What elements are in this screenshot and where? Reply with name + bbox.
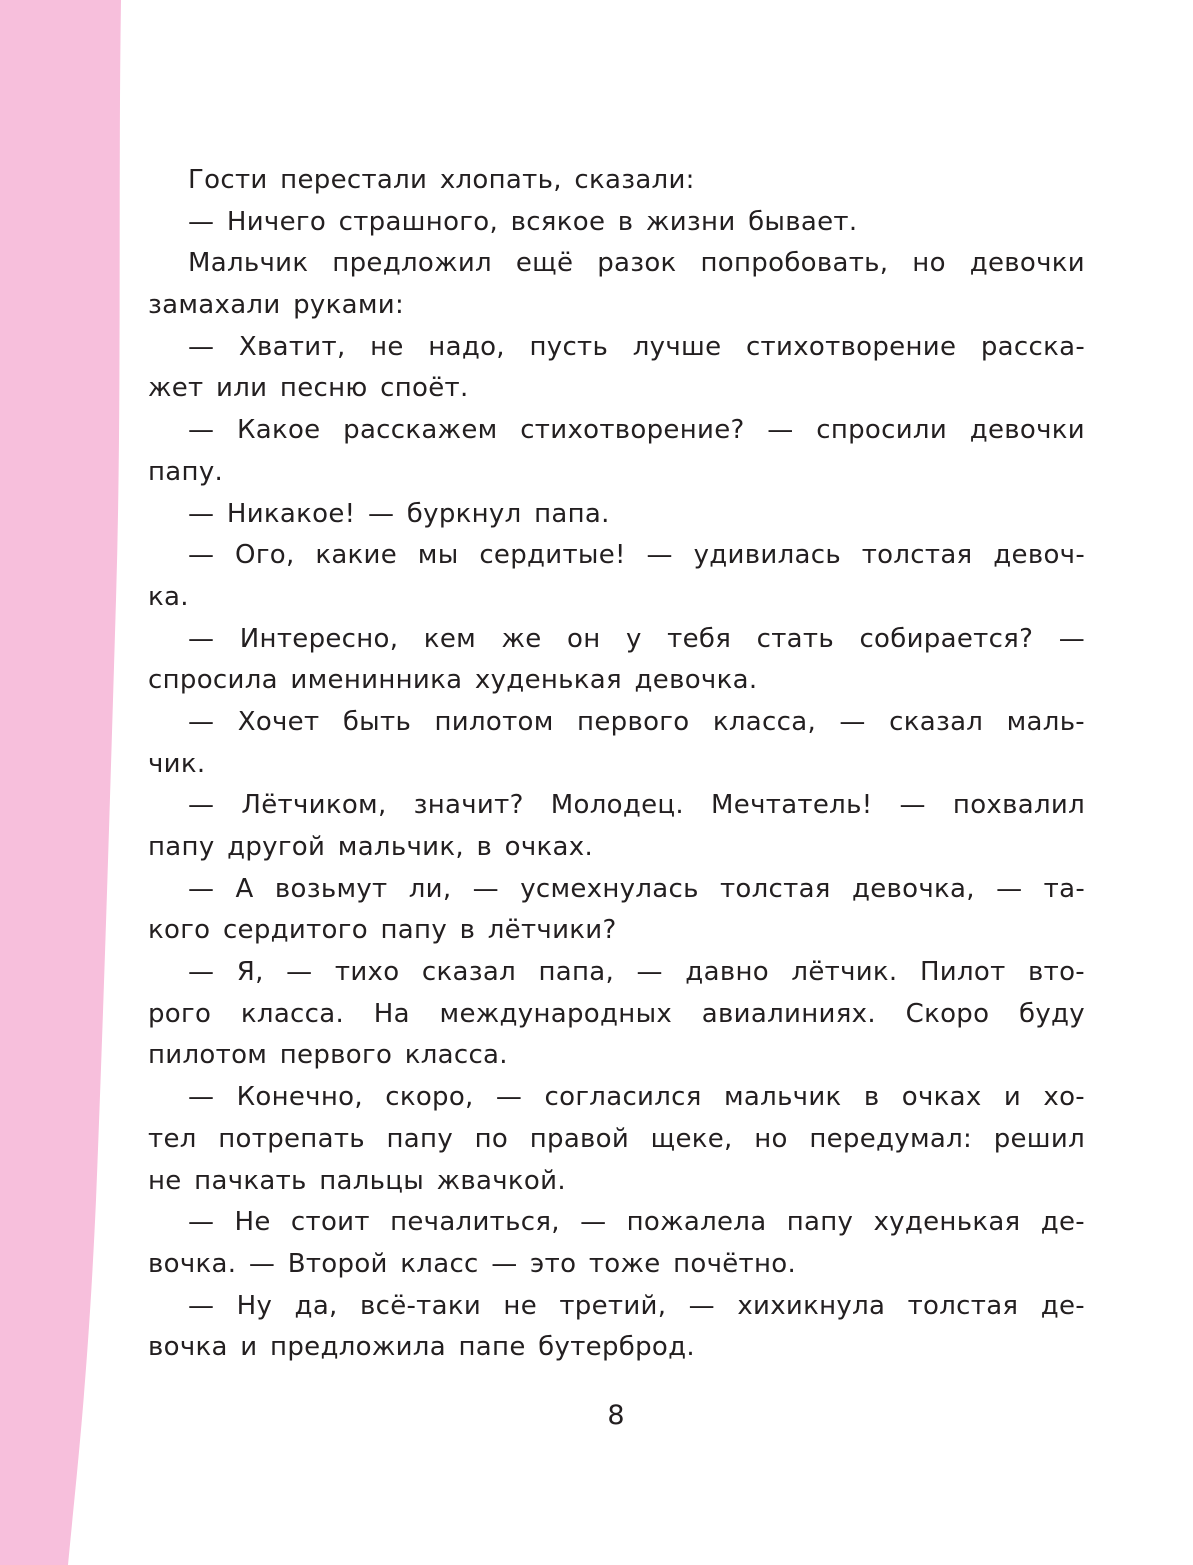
text-line: Мальчик предложил ещё разок попробовать, но девочки	[188, 248, 1085, 279]
text-line: кого сердитого папу в лётчики?	[148, 915, 617, 946]
text-line: спросила именинника худенькая девочка.	[148, 665, 758, 696]
text-line: — Хватит, не надо, пусть лучше стихотворение расска-	[188, 331, 1085, 362]
text-line: жет или песню споёт.	[148, 373, 469, 404]
text-line: ка.	[148, 581, 189, 612]
text-line: — Ничего страшного, всякое в жизни бывает.	[188, 206, 858, 237]
text-line: — Ого, какие мы сердитые! — удивилась толстая девоч-	[188, 540, 1085, 571]
text-line: папу другой мальчик, в очках.	[148, 832, 594, 862]
text-line: — Интересно, кем же он у тебя стать собирается? —	[188, 623, 1085, 654]
text-line: — Лётчиком, значит? Молодец. Мечтатель! — похвалил	[188, 790, 1085, 821]
pink-edge-shape	[0, 0, 121, 1565]
text-line: вочка и предложила папе бутерброд.	[148, 1332, 695, 1363]
text-line: — Никакое! — буркнул папа.	[188, 498, 610, 529]
story-text	[148, 160, 1085, 1369]
pink-page-edge	[0, 0, 130, 1565]
text-line: — Ну да, всё-таки не третий, — хихикнула толстая де-	[188, 1290, 1085, 1321]
text-line: замахали руками:	[148, 290, 405, 321]
text-line: — Хочет быть пилотом первого класса, — сказал маль-	[188, 706, 1085, 737]
text-line: — Какое расскажем стихотворение? — спросили девочки	[188, 415, 1085, 446]
text-line: — Конечно, скоро, — согласился мальчик в очках и хо-	[188, 1082, 1085, 1113]
text-line: Гости перестали хлопать, сказали:	[188, 165, 695, 195]
text-line: — Я, — тихо сказал папа, — давно лётчик. Пилот вто-	[188, 957, 1085, 988]
text-line: вочка. — Второй класс — это тоже почётно.	[148, 1248, 797, 1279]
text-line: — А возьмут ли, — усмехнулась толстая девочка, — та-	[188, 873, 1085, 904]
text-line: — Не стоит печалиться, — пожалела папу худенькая де-	[188, 1207, 1085, 1238]
text-line: папу.	[148, 456, 224, 487]
text-line: чик.	[148, 748, 206, 779]
page-number: 8	[607, 1400, 625, 1431]
text-line: рого класса. На международных авиалиниях. Скоро буду	[148, 998, 1085, 1029]
text-line: тел потрепать папу по правой щеке, но передумал: решил	[148, 1123, 1085, 1154]
text-line: не пачкать пальцы жвачкой.	[148, 1165, 566, 1196]
text-line: пилотом первого класса.	[148, 1040, 508, 1071]
